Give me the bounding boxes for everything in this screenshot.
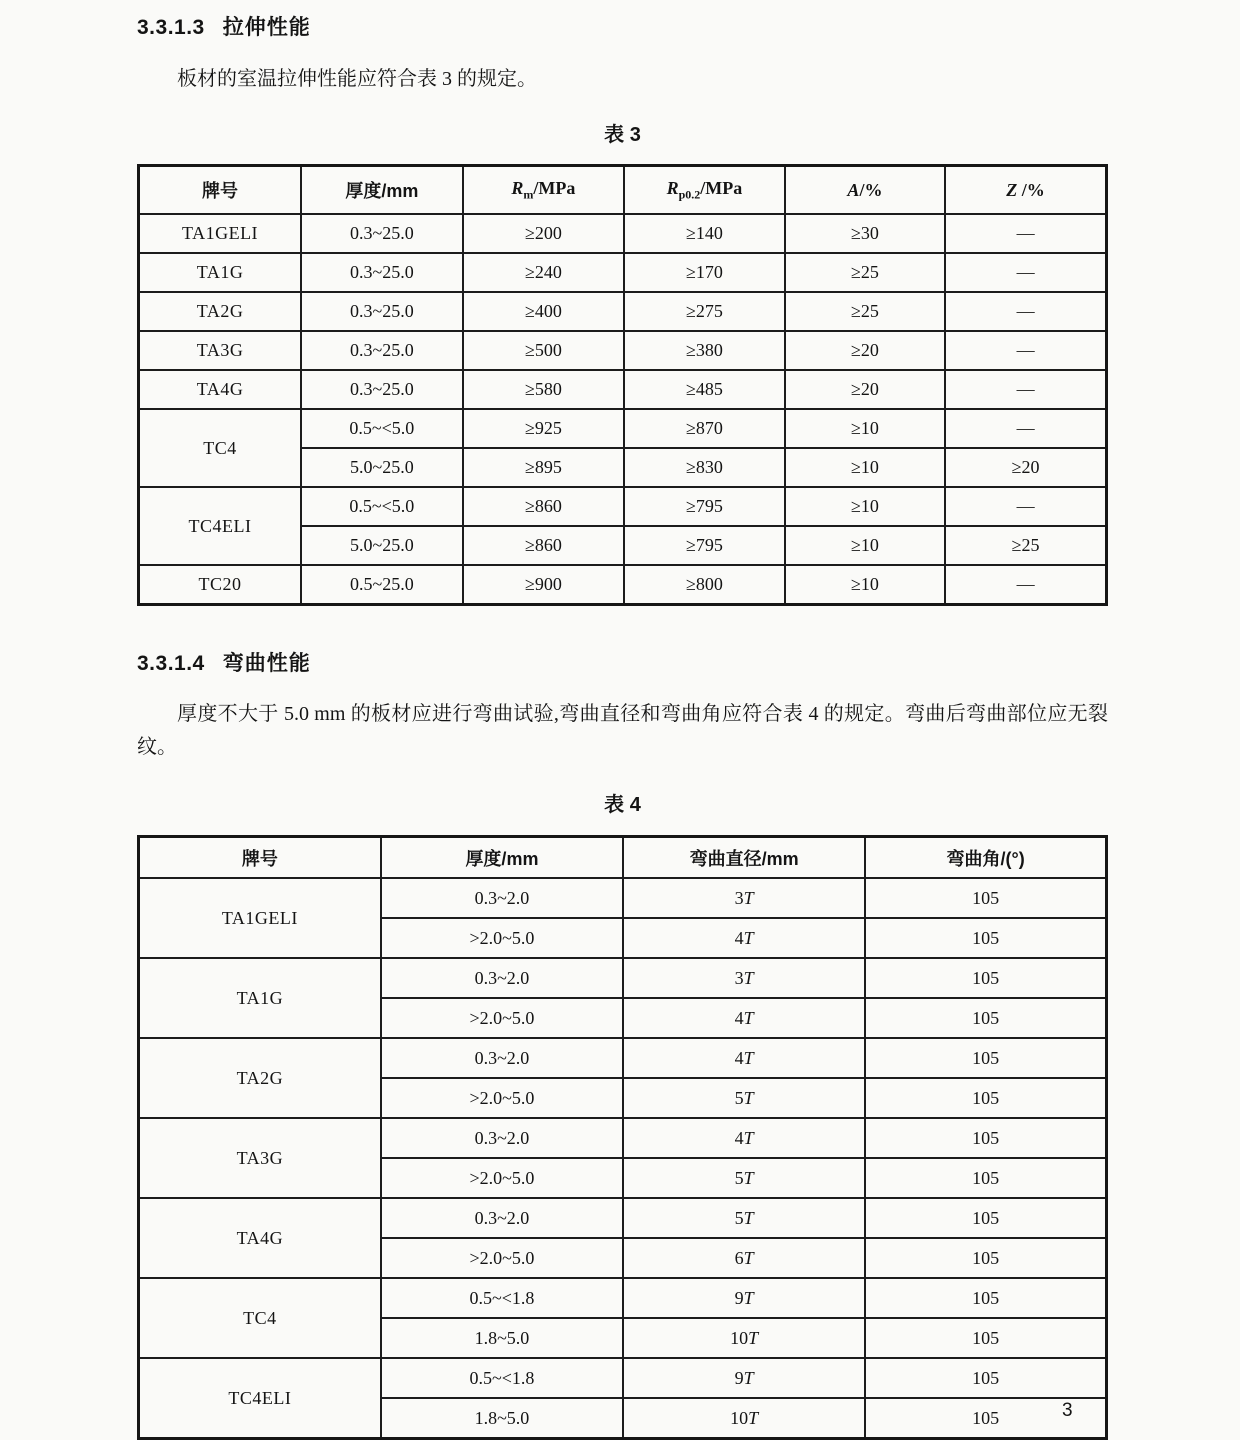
rm-cell: ≥400 (463, 292, 625, 331)
col-header-rm (463, 166, 625, 215)
a-cell: ≥10 (785, 487, 945, 526)
a-cell: ≥20 (785, 370, 945, 409)
diameter-value: 9 (734, 1367, 744, 1388)
diameter-value: 10 (730, 1327, 749, 1348)
col-header-bend-diameter: 弯曲直径/mm (623, 837, 865, 879)
rp-subscript: p0.2 (678, 187, 701, 202)
thickness-cell: 0.3~25.0 (301, 214, 463, 253)
grade-cell: TA1GELI (139, 878, 381, 958)
col-header-grade: 牌号 (139, 837, 381, 879)
diameter-value: 5 (734, 1167, 744, 1188)
rp-cell: ≥170 (624, 253, 785, 292)
rp-cell: ≥795 (624, 487, 785, 526)
bend-diameter-cell (623, 1238, 865, 1278)
diameter-value: 4 (734, 1007, 744, 1028)
t-symbol: T (743, 887, 754, 908)
thickness-cell: 0.5~<5.0 (301, 487, 463, 526)
rm-cell: ≥500 (463, 331, 625, 370)
diameter-value: 3 (734, 887, 744, 908)
table-row (139, 1038, 1107, 1078)
grade-cell: TC4ELI (139, 1358, 381, 1439)
z-cell: — (945, 409, 1106, 448)
grade-cell: TC20 (139, 565, 302, 605)
grade-cell: TA4G (139, 1198, 381, 1278)
bend-diameter-cell (623, 1118, 865, 1158)
bend-paragraph: 厚度不大于 5.0 mm 的板材应进行弯曲试验,弯曲直径和弯曲角应符合表 4 的规定。弯曲后弯曲部位应无裂纹。 (137, 703, 1108, 758)
thickness-cell: >2.0~5.0 (381, 1238, 623, 1278)
col-header-rp02 (624, 166, 785, 215)
section-number: 3.3.1.3 (137, 16, 205, 39)
thickness-cell: 0.3~2.0 (381, 1198, 623, 1238)
grade-cell: TA1GELI (139, 214, 302, 253)
rm-cell: ≥580 (463, 370, 625, 409)
a-cell: ≥10 (785, 409, 945, 448)
t-symbol: T (743, 1247, 754, 1268)
diameter-value: 5 (734, 1087, 744, 1108)
bend-diameter-cell (623, 1398, 865, 1439)
thickness-cell: 0.3~2.0 (381, 1118, 623, 1158)
bend-angle-cell: 105 (865, 1118, 1106, 1158)
thickness-cell: >2.0~5.0 (381, 918, 623, 958)
bend-angle-cell: 105 (865, 878, 1106, 918)
table-row (139, 214, 1107, 253)
t-symbol: T (743, 1167, 754, 1188)
table-row (139, 370, 1107, 409)
thickness-cell: 0.5~25.0 (301, 565, 463, 605)
bend-diameter-cell (623, 998, 865, 1038)
table-row (139, 1198, 1107, 1238)
bend-diameter-cell (623, 1038, 865, 1078)
bend-angle-cell: 105 (865, 1078, 1106, 1118)
rp-cell: ≥870 (624, 409, 785, 448)
table-row (139, 878, 1107, 918)
table4-header-row (139, 837, 1107, 879)
thickness-cell: 0.3~25.0 (301, 331, 463, 370)
bend-diameter-cell (623, 958, 865, 998)
table3-caption: 表 3 (604, 124, 641, 146)
thickness-cell: 0.5~<1.8 (381, 1358, 623, 1398)
section-number: 3.3.1.4 (137, 652, 205, 675)
thickness-cell: >2.0~5.0 (381, 998, 623, 1038)
thickness-cell: 0.3~2.0 (381, 958, 623, 998)
rm-cell: ≥900 (463, 565, 625, 605)
a-symbol: A (847, 179, 860, 200)
table-row (139, 487, 1107, 526)
rp-cell: ≥485 (624, 370, 785, 409)
grade-cell: TC4 (139, 1278, 381, 1358)
rm-cell: ≥860 (463, 487, 625, 526)
z-symbol: Z (1006, 179, 1018, 200)
t-symbol: T (743, 1127, 754, 1148)
z-cell: — (945, 253, 1106, 292)
thickness-cell: >2.0~5.0 (381, 1158, 623, 1198)
t-symbol: T (743, 1047, 754, 1068)
grade-cell: TA1G (139, 958, 381, 1038)
thickness-cell: 0.3~25.0 (301, 370, 463, 409)
a-cell: ≥30 (785, 214, 945, 253)
thickness-cell: 0.3~2.0 (381, 1038, 623, 1078)
bend-angle-cell: 105 (865, 1238, 1106, 1278)
thickness-cell: 1.8~5.0 (381, 1398, 623, 1439)
col-header-thickness: 厚度/mm (381, 837, 623, 879)
table-row (139, 1278, 1107, 1318)
thickness-cell: 0.3~25.0 (301, 253, 463, 292)
section-title: 弯曲性能 (222, 652, 311, 675)
t-symbol: T (743, 1087, 754, 1108)
bend-diameter-cell (623, 1158, 865, 1198)
bend-angle-cell: 105 (865, 918, 1106, 958)
table-row (139, 1358, 1107, 1398)
rm-unit: /MPa (533, 177, 576, 198)
rm-symbol: R (511, 177, 524, 198)
bend-diameter-cell (623, 1318, 865, 1358)
bend-diameter-cell (623, 1198, 865, 1238)
bend-angle-cell: 105 (865, 1318, 1106, 1358)
rm-cell: ≥860 (463, 526, 625, 565)
diameter-value: 10 (730, 1407, 749, 1428)
col-header-bend-angle: 弯曲角/(°) (865, 837, 1106, 879)
table-row (139, 565, 1107, 605)
a-unit: /% (859, 179, 883, 200)
tensile-paragraph: 板材的室温拉伸性能应符合表 3 的规定。 (177, 68, 537, 90)
grade-cell: TA1G (139, 253, 302, 292)
rm-cell: ≥925 (463, 409, 625, 448)
a-cell: ≥20 (785, 331, 945, 370)
thickness-cell: >2.0~5.0 (381, 1078, 623, 1118)
thickness-cell: 5.0~25.0 (301, 448, 463, 487)
grade-cell: TC4ELI (139, 487, 302, 565)
rp-cell: ≥275 (624, 292, 785, 331)
t-symbol: T (748, 1407, 759, 1428)
rm-cell: ≥895 (463, 448, 625, 487)
page-number: 3 (1062, 1400, 1073, 1421)
grade-cell: TA3G (139, 1118, 381, 1198)
t-symbol: T (748, 1327, 759, 1348)
bend-diameter-cell (623, 918, 865, 958)
z-cell: ≥25 (945, 526, 1106, 565)
table-row (139, 331, 1107, 370)
z-cell: ≥20 (945, 448, 1106, 487)
table-row (139, 253, 1107, 292)
thickness-cell: 0.3~25.0 (301, 292, 463, 331)
grade-cell: TA3G (139, 331, 302, 370)
thickness-cell: 5.0~25.0 (301, 526, 463, 565)
a-cell: ≥10 (785, 526, 945, 565)
t-symbol: T (743, 1207, 754, 1228)
z-cell: — (945, 331, 1106, 370)
bend-diameter-cell (623, 1278, 865, 1318)
section-heading-tensile (137, 14, 1108, 42)
diameter-value: 3 (734, 967, 744, 988)
tensile-properties-table (137, 164, 1108, 606)
z-cell: — (945, 487, 1106, 526)
t-symbol: T (743, 1367, 754, 1388)
thickness-cell: 0.5~<5.0 (301, 409, 463, 448)
diameter-value: 4 (734, 1127, 744, 1148)
bend-angle-cell: 105 (865, 1038, 1106, 1078)
rp-cell: ≥800 (624, 565, 785, 605)
t-symbol: T (743, 967, 754, 988)
table4-caption: 表 4 (604, 794, 641, 816)
t-symbol: T (743, 927, 754, 948)
section-heading-bend (137, 650, 1108, 678)
a-cell: ≥25 (785, 292, 945, 331)
col-header-reduction (945, 166, 1106, 215)
table3-header-row (139, 166, 1107, 215)
rm-subscript: m (523, 187, 534, 202)
diameter-value: 5 (734, 1207, 744, 1228)
a-cell: ≥10 (785, 448, 945, 487)
col-header-grade: 牌号 (139, 166, 302, 215)
diameter-value: 9 (734, 1287, 744, 1308)
grade-cell: TC4 (139, 409, 302, 487)
bend-properties-table (137, 835, 1108, 1440)
t-symbol: T (743, 1007, 754, 1028)
bend-angle-cell: 105 (865, 958, 1106, 998)
bend-angle-cell: 105 (865, 1398, 1106, 1439)
rm-cell: ≥240 (463, 253, 625, 292)
thickness-cell: 0.5~<1.8 (381, 1278, 623, 1318)
z-cell: — (945, 565, 1106, 605)
diameter-value: 4 (734, 927, 744, 948)
bend-diameter-cell (623, 1358, 865, 1398)
rp-cell: ≥795 (624, 526, 785, 565)
a-cell: ≥25 (785, 253, 945, 292)
bend-angle-cell: 105 (865, 1358, 1106, 1398)
thickness-cell: 0.3~2.0 (381, 878, 623, 918)
bend-angle-cell: 105 (865, 998, 1106, 1038)
rp-cell: ≥380 (624, 331, 785, 370)
rm-cell: ≥200 (463, 214, 625, 253)
z-cell: — (945, 292, 1106, 331)
grade-cell: TA2G (139, 1038, 381, 1118)
thickness-cell: 1.8~5.0 (381, 1318, 623, 1358)
z-cell: — (945, 370, 1106, 409)
bend-angle-cell: 105 (865, 1198, 1106, 1238)
table-row (139, 958, 1107, 998)
section-title: 拉伸性能 (222, 16, 311, 39)
z-unit: /% (1017, 179, 1045, 200)
bend-diameter-cell (623, 878, 865, 918)
rp-unit: /MPa (700, 177, 743, 198)
col-header-thickness: 厚度/mm (301, 166, 463, 215)
rp-cell: ≥140 (624, 214, 785, 253)
table-row (139, 1118, 1107, 1158)
bend-angle-cell: 105 (865, 1278, 1106, 1318)
grade-cell: TA4G (139, 370, 302, 409)
t-symbol: T (743, 1287, 754, 1308)
diameter-value: 4 (734, 1047, 744, 1068)
z-cell: — (945, 214, 1106, 253)
rp-cell: ≥830 (624, 448, 785, 487)
bend-diameter-cell (623, 1078, 865, 1118)
col-header-elongation (785, 166, 945, 215)
bend-angle-cell: 105 (865, 1158, 1106, 1198)
table-row (139, 409, 1107, 448)
grade-cell: TA2G (139, 292, 302, 331)
table-row (139, 292, 1107, 331)
a-cell: ≥10 (785, 565, 945, 605)
rp-symbol: R (666, 177, 679, 198)
diameter-value: 6 (734, 1247, 744, 1268)
